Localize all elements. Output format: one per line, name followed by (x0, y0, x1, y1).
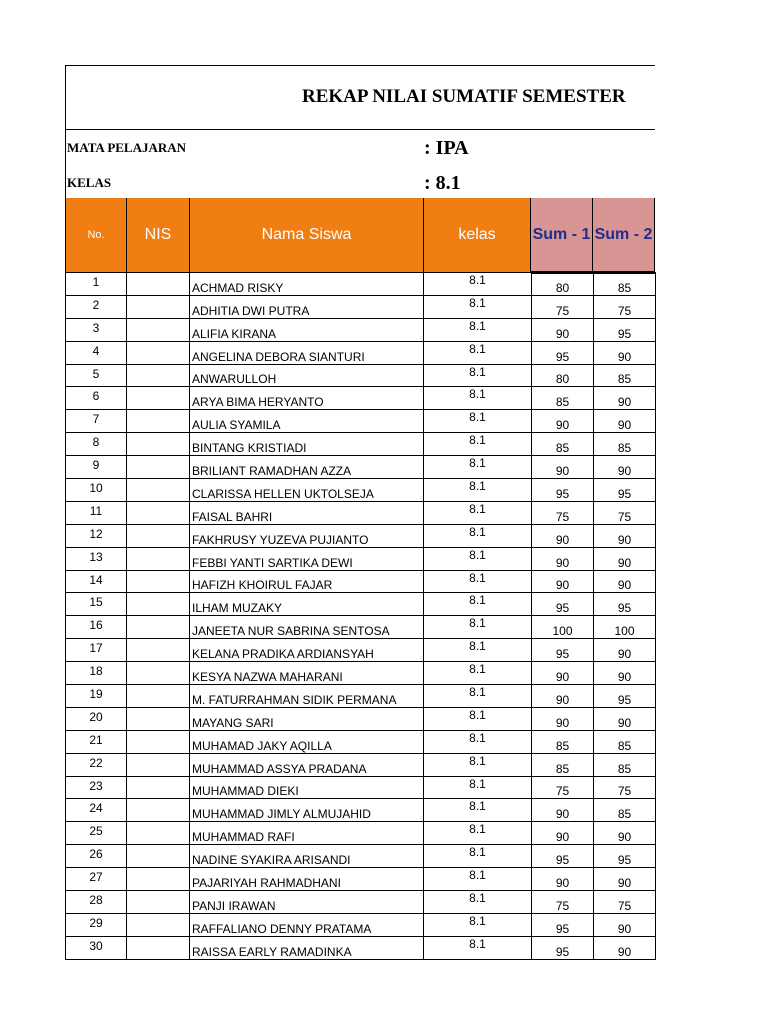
cell-nama-siswa: RAFFALIANO DENNY PRATAMA (190, 913, 424, 936)
cell-no: 22 (66, 753, 127, 776)
cell-no: 19 (66, 685, 127, 708)
cell-no: 12 (66, 524, 127, 547)
cell-nis (127, 616, 190, 639)
page-title: REKAP NILAI SUMATIF SEMESTER (302, 86, 626, 107)
frame-top-border (65, 65, 655, 66)
table-row (66, 387, 656, 410)
cell-kelas: 8.1 (424, 364, 532, 387)
student-grades-table (65, 272, 656, 960)
cell-nama-siswa: MUHAMMAD DIEKI (190, 776, 424, 799)
cell-kelas: 8.1 (424, 776, 532, 799)
cell-kelas: 8.1 (424, 456, 532, 479)
cell-sum-1: 90 (532, 685, 594, 708)
cell-kelas: 8.1 (424, 845, 532, 868)
cell-nis (127, 639, 190, 662)
cell-sum-2: 75 (594, 776, 656, 799)
cell-kelas: 8.1 (424, 341, 532, 364)
cell-sum-1: 90 (532, 318, 594, 341)
cell-nama-siswa: MUHAMAD JAKY AQILLA (190, 730, 424, 753)
cell-nis (127, 730, 190, 753)
header-nis: NIS (127, 198, 190, 272)
table-row (66, 936, 656, 959)
cell-kelas: 8.1 (424, 662, 532, 685)
cell-sum-1: 80 (532, 364, 594, 387)
table-row (66, 547, 656, 570)
cell-sum-2: 95 (594, 479, 656, 502)
cell-sum-1: 95 (532, 845, 594, 868)
cell-no: 27 (66, 868, 127, 891)
header-nama-siswa: Nama Siswa (190, 198, 424, 272)
cell-nis (127, 364, 190, 387)
cell-nama-siswa: PAJARIYAH RAHMADHANI (190, 868, 424, 891)
cell-sum-2: 90 (594, 341, 656, 364)
cell-no: 21 (66, 730, 127, 753)
cell-sum-1: 90 (532, 524, 594, 547)
cell-no: 17 (66, 639, 127, 662)
table-row (66, 662, 656, 685)
cell-nama-siswa: MUHAMMAD RAFI (190, 822, 424, 845)
cell-nis (127, 410, 190, 433)
cell-sum-2: 85 (594, 273, 656, 296)
table-row (66, 364, 656, 387)
cell-nis (127, 891, 190, 914)
title-divider (65, 129, 655, 130)
cell-no: 13 (66, 547, 127, 570)
header-sum-1: Sum - 1 (531, 198, 593, 272)
cell-kelas: 8.1 (424, 891, 532, 914)
table-row (66, 753, 656, 776)
cell-kelas: 8.1 (424, 570, 532, 593)
cell-nama-siswa: RAISSA EARLY RAMADINKA (190, 936, 424, 959)
cell-no: 8 (66, 433, 127, 456)
cell-nama-siswa: ACHMAD RISKY (190, 273, 424, 296)
table-row (66, 616, 656, 639)
cell-nis (127, 868, 190, 891)
cell-sum-1: 85 (532, 433, 594, 456)
cell-sum-1: 95 (532, 913, 594, 936)
table-row (66, 410, 656, 433)
cell-kelas: 8.1 (424, 410, 532, 433)
cell-kelas: 8.1 (424, 295, 532, 318)
cell-sum-2: 90 (594, 662, 656, 685)
cell-nis (127, 341, 190, 364)
table-row (66, 776, 656, 799)
cell-sum-1: 75 (532, 501, 594, 524)
cell-nis (127, 501, 190, 524)
cell-kelas: 8.1 (424, 685, 532, 708)
cell-nis (127, 776, 190, 799)
cell-nis (127, 753, 190, 776)
cell-sum-2: 85 (594, 753, 656, 776)
cell-nama-siswa: ILHAM MUZAKY (190, 593, 424, 616)
cell-nis (127, 387, 190, 410)
cell-nama-siswa: BRILIANT RAMADHAN AZZA (190, 456, 424, 479)
cell-sum-1: 95 (532, 341, 594, 364)
table-row (66, 799, 656, 822)
cell-nis (127, 273, 190, 296)
cell-sum-2: 75 (594, 295, 656, 318)
cell-nis (127, 707, 190, 730)
cell-no: 26 (66, 845, 127, 868)
cell-kelas: 8.1 (424, 753, 532, 776)
cell-no: 16 (66, 616, 127, 639)
cell-nis (127, 822, 190, 845)
cell-nis (127, 524, 190, 547)
cell-sum-2: 85 (594, 364, 656, 387)
cell-no: 3 (66, 318, 127, 341)
cell-sum-2: 90 (594, 524, 656, 547)
cell-nama-siswa: AULIA SYAMILA (190, 410, 424, 433)
cell-sum-2: 100 (594, 616, 656, 639)
cell-kelas: 8.1 (424, 501, 532, 524)
cell-sum-1: 85 (532, 387, 594, 410)
cell-sum-1: 75 (532, 295, 594, 318)
cell-nis (127, 913, 190, 936)
cell-no: 4 (66, 341, 127, 364)
cell-sum-1: 95 (532, 479, 594, 502)
cell-nama-siswa: KESYA NAZWA MAHARANI (190, 662, 424, 685)
cell-sum-2: 90 (594, 570, 656, 593)
cell-sum-1: 90 (532, 570, 594, 593)
cell-sum-2: 90 (594, 868, 656, 891)
cell-nama-siswa: ANWARULLOH (190, 364, 424, 387)
header-sum-2: Sum - 2 (593, 198, 655, 272)
cell-nis (127, 456, 190, 479)
cell-sum-2: 95 (594, 685, 656, 708)
table-row (66, 318, 656, 341)
cell-no: 10 (66, 479, 127, 502)
cell-nis (127, 547, 190, 570)
cell-nama-siswa: M. FATURRAHMAN SIDIK PERMANA (190, 685, 424, 708)
cell-nis (127, 295, 190, 318)
cell-kelas: 8.1 (424, 868, 532, 891)
cell-nama-siswa: ARYA BIMA HERYANTO (190, 387, 424, 410)
cell-nis (127, 936, 190, 959)
cell-sum-2: 85 (594, 799, 656, 822)
cell-sum-1: 80 (532, 273, 594, 296)
cell-nis (127, 662, 190, 685)
cell-sum-1: 90 (532, 868, 594, 891)
cell-kelas: 8.1 (424, 616, 532, 639)
cell-sum-2: 90 (594, 913, 656, 936)
cell-sum-2: 90 (594, 410, 656, 433)
cell-sum-1: 95 (532, 936, 594, 959)
cell-nama-siswa: ANGELINA DEBORA SIANTURI (190, 341, 424, 364)
cell-no: 29 (66, 913, 127, 936)
cell-sum-1: 90 (532, 707, 594, 730)
cell-nama-siswa: BINTANG KRISTIADI (190, 433, 424, 456)
cell-nama-siswa: FAKHRUSY YUZEVA PUJIANTO (190, 524, 424, 547)
table-row (66, 570, 656, 593)
cell-sum-1: 95 (532, 593, 594, 616)
cell-nama-siswa: NADINE SYAKIRA ARISANDI (190, 845, 424, 868)
cell-nama-siswa: KELANA PRADIKA ARDIANSYAH (190, 639, 424, 662)
cell-nis (127, 685, 190, 708)
cell-sum-2: 90 (594, 936, 656, 959)
cell-nama-siswa: HAFIZH KHOIRUL FAJAR (190, 570, 424, 593)
cell-kelas: 8.1 (424, 547, 532, 570)
cell-sum-2: 95 (594, 845, 656, 868)
cell-no: 7 (66, 410, 127, 433)
cell-no: 25 (66, 822, 127, 845)
cell-sum-1: 85 (532, 753, 594, 776)
cell-no: 15 (66, 593, 127, 616)
cell-nama-siswa: FEBBI YANTI SARTIKA DEWI (190, 547, 424, 570)
cell-no: 30 (66, 936, 127, 959)
cell-sum-2: 95 (594, 593, 656, 616)
subject-value: : IPA (424, 137, 469, 159)
cell-nama-siswa: FAISAL BAHRI (190, 501, 424, 524)
cell-sum-2: 90 (594, 547, 656, 570)
cell-kelas: 8.1 (424, 913, 532, 936)
table-row (66, 639, 656, 662)
cell-nama-siswa: MUHAMMAD JIMLY ALMUJAHID (190, 799, 424, 822)
cell-sum-1: 100 (532, 616, 594, 639)
table-row (66, 913, 656, 936)
cell-sum-2: 95 (594, 318, 656, 341)
table-row (66, 845, 656, 868)
table-row (66, 822, 656, 845)
cell-no: 28 (66, 891, 127, 914)
cell-nama-siswa: ADHITIA DWI PUTRA (190, 295, 424, 318)
cell-no: 18 (66, 662, 127, 685)
cell-nis (127, 318, 190, 341)
cell-no: 20 (66, 707, 127, 730)
cell-kelas: 8.1 (424, 433, 532, 456)
table-row (66, 456, 656, 479)
cell-sum-2: 75 (594, 891, 656, 914)
cell-no: 9 (66, 456, 127, 479)
cell-sum-2: 90 (594, 387, 656, 410)
cell-nama-siswa: JANEETA NUR SABRINA SENTOSA (190, 616, 424, 639)
table-row (66, 707, 656, 730)
cell-sum-1: 90 (532, 822, 594, 845)
cell-nis (127, 593, 190, 616)
table-row (66, 479, 656, 502)
cell-sum-1: 75 (532, 776, 594, 799)
cell-no: 11 (66, 501, 127, 524)
table-row (66, 433, 656, 456)
table-row (66, 868, 656, 891)
cell-no: 23 (66, 776, 127, 799)
table-row (66, 593, 656, 616)
table-row (66, 341, 656, 364)
table-row (66, 685, 656, 708)
cell-no: 14 (66, 570, 127, 593)
cell-kelas: 8.1 (424, 387, 532, 410)
header-kelas: kelas (424, 198, 531, 272)
cell-no: 1 (66, 273, 127, 296)
cell-sum-2: 75 (594, 501, 656, 524)
cell-nama-siswa: MUHAMMAD ASSYA PRADANA (190, 753, 424, 776)
cell-kelas: 8.1 (424, 479, 532, 502)
cell-nis (127, 799, 190, 822)
cell-nis (127, 845, 190, 868)
cell-sum-1: 90 (532, 456, 594, 479)
cell-sum-1: 90 (532, 547, 594, 570)
cell-sum-1: 90 (532, 799, 594, 822)
cell-sum-2: 90 (594, 456, 656, 479)
cell-nis (127, 479, 190, 502)
table-row (66, 295, 656, 318)
cell-sum-1: 75 (532, 891, 594, 914)
cell-nis (127, 433, 190, 456)
cell-kelas: 8.1 (424, 799, 532, 822)
table-row (66, 730, 656, 753)
cell-kelas: 8.1 (424, 273, 532, 296)
table-row (66, 891, 656, 914)
cell-kelas: 8.1 (424, 639, 532, 662)
cell-kelas: 8.1 (424, 593, 532, 616)
cell-sum-2: 85 (594, 433, 656, 456)
cell-no: 5 (66, 364, 127, 387)
class-value: : 8.1 (424, 172, 461, 194)
cell-sum-2: 90 (594, 707, 656, 730)
subject-label: MATA PELAJARAN (67, 140, 187, 155)
cell-kelas: 8.1 (424, 707, 532, 730)
cell-nama-siswa: CLARISSA HELLEN UKTOLSEJA (190, 479, 424, 502)
cell-kelas: 8.1 (424, 730, 532, 753)
cell-kelas: 8.1 (424, 524, 532, 547)
table-row (66, 501, 656, 524)
cell-no: 6 (66, 387, 127, 410)
cell-nis (127, 570, 190, 593)
cell-kelas: 8.1 (424, 318, 532, 341)
cell-sum-2: 90 (594, 639, 656, 662)
cell-no: 24 (66, 799, 127, 822)
cell-nama-siswa: PANJI IRAWAN (190, 891, 424, 914)
cell-nama-siswa: ALIFIA KIRANA (190, 318, 424, 341)
cell-nama-siswa: MAYANG SARI (190, 707, 424, 730)
cell-sum-1: 90 (532, 662, 594, 685)
cell-sum-1: 85 (532, 730, 594, 753)
table-row (66, 524, 656, 547)
cell-kelas: 8.1 (424, 936, 532, 959)
header-no: No. (65, 198, 127, 272)
table-row (66, 273, 656, 296)
cell-no: 2 (66, 295, 127, 318)
cell-sum-2: 85 (594, 730, 656, 753)
cell-kelas: 8.1 (424, 822, 532, 845)
cell-sum-1: 90 (532, 410, 594, 433)
cell-sum-2: 90 (594, 822, 656, 845)
cell-sum-1: 95 (532, 639, 594, 662)
class-label: KELAS (67, 175, 112, 190)
